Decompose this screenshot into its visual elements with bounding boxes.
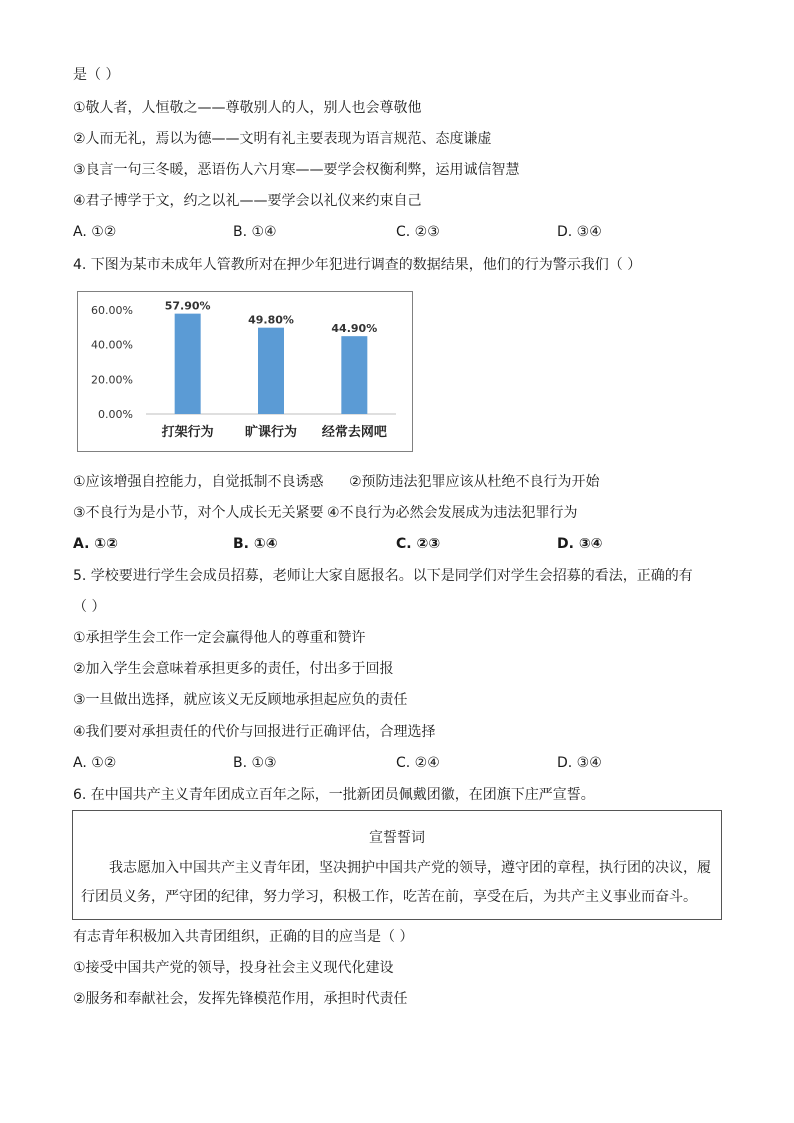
bar-chart <box>78 292 411 450</box>
q3-item-3: ③良言一句三冬暖，恶语伤人六月寒——要学会权衡利弊，运用诚信智慧 <box>73 162 520 178</box>
q5-stem-line1: 5. 学校要进行学生会成员招募，老师让大家自愿报名。以下是同学们对学生会招募的看法，正确的有 <box>73 568 693 584</box>
q4-item-3: ③不良行为是小节，对个人成长无关紧要 <box>73 505 324 521</box>
y-tick-label: 20.00% <box>91 373 133 387</box>
q4-option-b: B. ①④ <box>233 536 278 552</box>
q3-option-d: D. ③④ <box>557 224 602 240</box>
q5-option-b: B. ①③ <box>233 755 277 771</box>
oath-line-1: 我志愿加入中国共产主义青年团，坚决拥护中国共产党的领导，遵守团的章程，执行团的决议，履 <box>109 860 711 876</box>
q3-option-b: B. ①④ <box>233 224 277 240</box>
data-label-1: 57.90% <box>164 299 211 313</box>
q3-option-a: A. ①② <box>73 224 117 240</box>
bar-1 <box>175 314 201 414</box>
oath-box <box>72 810 722 920</box>
q3-stem-tail: 是（ ） <box>73 67 120 83</box>
q5-item-3: ③一旦做出选择，就应该义无反顾地承担起应负的责任 <box>73 692 408 708</box>
q5-option-a: A. ①② <box>73 755 117 771</box>
bar-2 <box>258 328 284 414</box>
q4-item-4: ④不良行为必然会发展成为违法犯罪行为 <box>327 505 578 521</box>
q5-item-2: ②加入学生会意味着承担更多的责任，付出多于回报 <box>73 661 394 677</box>
q4-option-c: C. ②③ <box>396 536 441 552</box>
q5-item-4: ④我们要对承担责任的代价与回报进行正确评估，合理选择 <box>73 724 436 740</box>
q5-stem-line2: （ ） <box>73 599 106 615</box>
oath-line-2: 行团员义务，严守团的纪律，努力学习，积极工作，吃苦在前，享受在后，为共产主义事业而奋斗。 <box>81 889 697 905</box>
q6-question: 有志青年积极加入共青团组织，正确的目的应当是（ ） <box>73 929 414 945</box>
y-tick-label: 40.00% <box>91 338 133 352</box>
q3-item-4: ④君子博学于文，约之以礼——要学会以礼仪来约束自己 <box>73 193 422 209</box>
x-category-label-3: 经常去网吧 <box>321 425 387 440</box>
bar-3 <box>341 336 367 414</box>
q4-option-d: D. ③④ <box>557 536 603 552</box>
data-label-2: 49.80% <box>248 313 294 327</box>
q6-item-2: ②服务和奉献社会，发挥先锋模范作用，承担时代责任 <box>73 991 408 1007</box>
q4-item-2: ②预防违法犯罪应该从杜绝不良行为开始 <box>349 474 600 490</box>
q6-item-1: ①接受中国共产党的领导，投身社会主义现代化建设 <box>73 960 394 976</box>
q4-item-1: ①应该增强自控能力，自觉抵制不良诱惑 <box>73 474 324 490</box>
x-category-label-2: 旷课行为 <box>244 425 298 440</box>
data-label-3: 44.90% <box>331 322 378 336</box>
bar-chart-frame <box>77 291 413 452</box>
q4-option-a: A. ①② <box>73 536 118 552</box>
q3-item-1: ①敬人者，人恒敬之——尊敬别人的人，别人也会尊敬他 <box>73 100 422 116</box>
q6-stem: 6. 在中国共产主义青年团成立百年之际，一批新团员佩戴团徽，在团旗下庄严宣誓。 <box>73 787 595 803</box>
y-tick-label: 60.00% <box>91 304 133 317</box>
q4-stem: 4. 下图为某市未成年人管教所对在押少年犯进行调查的数据结果，他们的行为警示我们（ ） <box>73 257 642 273</box>
oath-title: 宣誓誓词 <box>369 830 425 846</box>
q5-option-d: D. ③④ <box>557 755 602 771</box>
y-tick-label: 0.00% <box>98 408 133 421</box>
q5-item-1: ①承担学生会工作一定会赢得他人的尊重和赞许 <box>73 630 366 646</box>
q3-option-c: C. ②③ <box>396 224 440 240</box>
q3-item-2: ②人而无礼，焉以为德——文明有礼主要表现为语言规范、态度谦虚 <box>73 131 492 147</box>
x-category-label-1: 打架行为 <box>161 425 214 440</box>
q5-option-c: C. ②④ <box>396 755 440 771</box>
